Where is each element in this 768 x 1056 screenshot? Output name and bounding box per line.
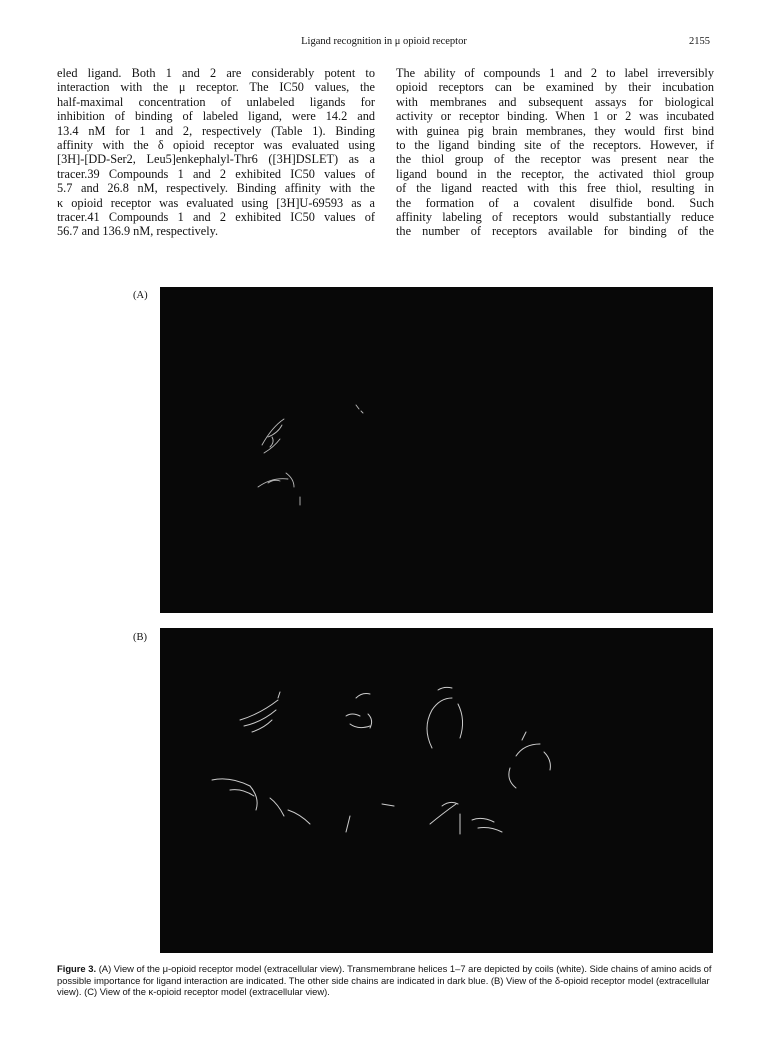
panel-a-image bbox=[160, 287, 713, 613]
text-line: tracer.41 Compounds 1 and 2 exhibited IC50 values of bbox=[57, 210, 375, 225]
text-line: affinity with the δ opioid receptor was evaluated using bbox=[57, 138, 375, 153]
text-line: activity or receptor binding. When 1 or 2 was incubated bbox=[396, 109, 714, 124]
helix-coil bbox=[270, 798, 284, 816]
text-line: 5.7 and 26.8 nM, respectively. Binding affinity with the bbox=[57, 181, 375, 196]
body-text-right-column bbox=[396, 66, 714, 239]
text-line: inhibition of binding of labeled ligand, were 14.2 and bbox=[57, 109, 375, 124]
text-line: the thiol group of the receptor was present near the bbox=[396, 152, 714, 167]
helix-coil bbox=[244, 710, 276, 726]
helix-coil bbox=[382, 804, 394, 806]
helix-coil bbox=[516, 744, 540, 756]
body-text-left-column bbox=[57, 66, 375, 239]
text-line: the formation of a covalent disulfide bond. Such bbox=[396, 195, 714, 210]
helix-coil bbox=[438, 687, 452, 690]
helix-coil bbox=[544, 752, 550, 770]
text-line: 56.7 and 136.9 nM, respectively. bbox=[57, 224, 219, 239]
helix-coil bbox=[472, 818, 494, 822]
helix-coil bbox=[346, 714, 360, 716]
text-line: the number of receptors available for binding of the bbox=[396, 224, 714, 239]
running-head-title: Ligand recognition in μ opioid receptor bbox=[301, 36, 467, 47]
helix-coil bbox=[350, 724, 370, 728]
text-line: The ability of compounds 1 and 2 to label irreversibly bbox=[396, 66, 714, 80]
figure-caption-text: (A) View of the μ-opioid receptor model (extracellular view). Transmembrane helices 1–7 are depicted by coils (white). Side chains of amino acids of possible importance for ligand interaction are indicated. The other side chains are indicated in dark blue. (B) View of the δ-opioid receptor model (extracellular view). (C) View of the κ-opioid receptor model (extracellular view). bbox=[57, 963, 712, 998]
helix-coil bbox=[356, 405, 359, 409]
panel-b-receptor-render bbox=[160, 628, 713, 953]
helix-coil bbox=[356, 694, 370, 699]
helix-coil bbox=[230, 790, 254, 796]
text-line: [3H]-[DD-Ser2, Leu5]enkephalyl-Thr6 ([3H]DSLET) as a bbox=[57, 152, 375, 167]
figure-caption-label: Figure 3. bbox=[57, 963, 97, 974]
helix-coil bbox=[278, 692, 280, 698]
figure-caption bbox=[57, 963, 714, 998]
text-line: tracer.39 Compounds 1 and 2 exhibited IC50 values of bbox=[57, 166, 375, 181]
text-line: 13.4 nM for 1 and 2, respectively (Table 1). Binding bbox=[57, 123, 375, 138]
panel-b-image bbox=[160, 628, 713, 953]
helix-coil bbox=[458, 704, 463, 738]
panel-a-label: (A) bbox=[133, 290, 148, 301]
helix-coil bbox=[258, 479, 288, 487]
text-line: ligand bound in the receptor, the activated thiol group bbox=[396, 166, 714, 181]
panel-a-receptor-render bbox=[160, 287, 713, 613]
helix-coil bbox=[432, 698, 452, 710]
helix-coil bbox=[478, 828, 502, 833]
helix-coil bbox=[250, 786, 257, 810]
text-line: opioid receptors can be examined by their incubation bbox=[396, 80, 714, 95]
helix-coil bbox=[252, 720, 272, 732]
helix-coil bbox=[430, 804, 456, 824]
page-number: 2155 bbox=[689, 36, 710, 47]
helix-coil bbox=[270, 437, 273, 447]
text-line: affinity labeling of receptors would substantially reduce bbox=[396, 210, 714, 225]
helix-coil bbox=[288, 810, 310, 824]
helix-coil bbox=[509, 768, 516, 788]
text-line: eled ligand. Both 1 and 2 are considerably potent to bbox=[57, 66, 375, 80]
helix-coil bbox=[286, 473, 294, 487]
helix-coil bbox=[212, 779, 250, 786]
text-line: to the ligand binding site of the receptors. However, if bbox=[396, 138, 714, 153]
helix-coil bbox=[264, 439, 280, 453]
text-line: half-maximal concentration of unlabeled ligands for bbox=[57, 94, 375, 109]
text-line: with membranes and subsequent assays for biological bbox=[396, 94, 714, 109]
text-line: with guinea pig brain membranes, they would first bind bbox=[396, 123, 714, 138]
text-line: interaction with the μ receptor. The IC50 values, the bbox=[57, 80, 375, 95]
text-line: of the ligand reacted with this free thiol, resulting in bbox=[396, 181, 714, 196]
panel-b-label: (B) bbox=[133, 632, 147, 643]
helix-coil bbox=[346, 816, 350, 832]
text-line: κ opioid receptor was evaluated using [3H]U-69593 as a bbox=[57, 195, 375, 210]
helix-coil bbox=[361, 411, 363, 413]
helix-coil bbox=[240, 700, 278, 720]
helix-coil bbox=[427, 710, 432, 748]
helix-coil bbox=[522, 732, 526, 740]
